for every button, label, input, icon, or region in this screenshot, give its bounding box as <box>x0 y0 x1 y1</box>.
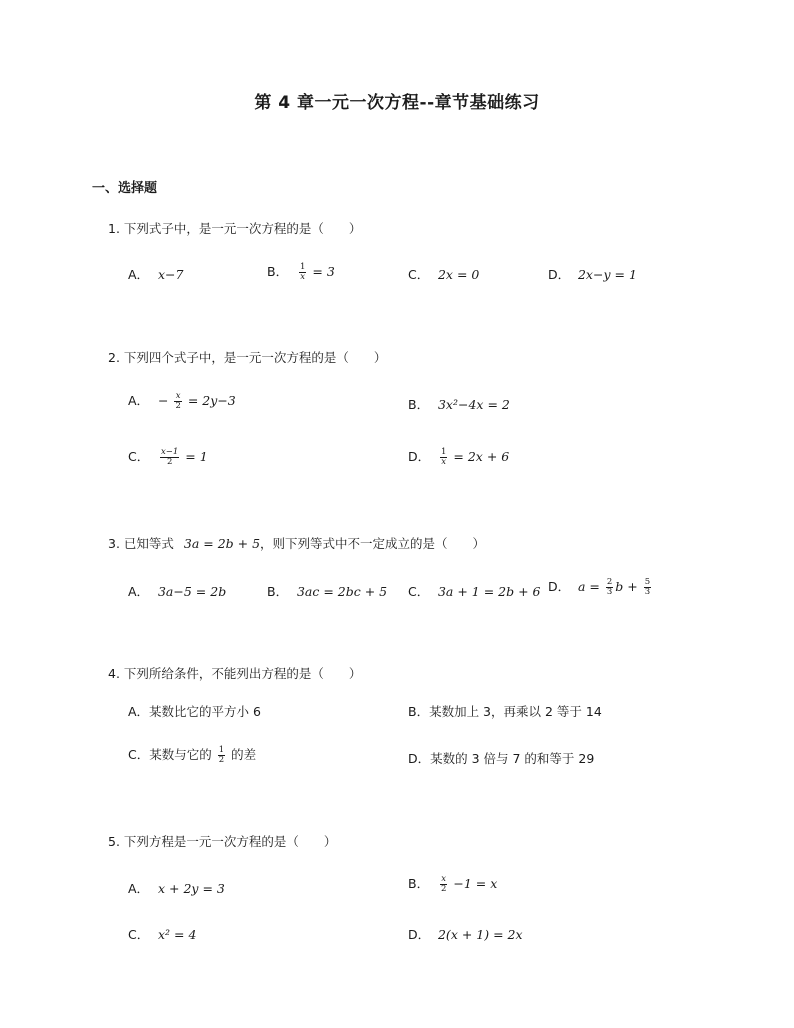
q3-option-a <box>128 582 226 600</box>
option-label: A． <box>128 267 150 282</box>
fraction-denominator: 2 <box>440 884 447 894</box>
fraction-denominator: 3 <box>644 587 651 597</box>
fraction <box>160 448 179 467</box>
option-label: C． <box>128 927 150 942</box>
fraction-denominator: 2 <box>218 755 225 765</box>
stem-math: 3a = 2b + 5 <box>183 536 261 551</box>
fraction-numerator: x <box>441 874 447 884</box>
option-label: C． <box>408 584 430 599</box>
option-math: 2x−y = 1 <box>577 267 637 282</box>
option-label: B． <box>267 584 289 599</box>
option-math: 3a + 1 = 2b + 6 <box>437 584 541 599</box>
option-math: = 1 <box>185 449 208 464</box>
option-math: 3ac = 2bc + 5 <box>296 584 388 599</box>
q4-option-b: B．某数加上 3，再乘以 2 等于 14 <box>408 704 602 719</box>
q2-option-c <box>128 447 208 467</box>
question-5-stem: 5. 下列方程是一元一次方程的是（ ） <box>108 834 337 849</box>
fraction <box>644 578 651 597</box>
fraction-numerator: 1 <box>440 447 447 457</box>
option-math: a = <box>577 579 600 594</box>
option-math: −1 = x <box>453 876 498 891</box>
q4-option-c <box>128 745 256 765</box>
q1-option-c <box>408 265 479 283</box>
fraction <box>299 263 306 282</box>
q2-option-b <box>408 395 510 413</box>
option-label: A． <box>128 584 150 599</box>
section-heading: 一、选择题 <box>92 181 158 196</box>
option-text: 的差 <box>231 747 257 762</box>
q3-option-d <box>548 577 653 597</box>
option-label: D． <box>408 449 431 464</box>
q5-option-a <box>128 879 225 897</box>
q3-option-c <box>408 582 541 600</box>
q4-option-d: D．某数的 3 倍与 7 的和等于 29 <box>408 751 595 766</box>
fraction <box>606 578 613 597</box>
option-label: A． <box>128 393 150 408</box>
option-math: b + <box>615 579 638 594</box>
fraction-numerator: x <box>175 391 181 401</box>
option-label: C． <box>128 449 150 464</box>
option-label: B． <box>267 264 289 279</box>
option-label: C． <box>408 267 430 282</box>
page-title: 第 4 章一元一次方程--章节基础练习 <box>254 93 540 113</box>
fraction-denominator: x <box>300 272 306 282</box>
question-4-stem: 4. 下列所给条件，不能列出方程的是（ ） <box>108 666 362 681</box>
option-math: 2(x + 1) = 2x <box>437 927 523 942</box>
option-math: x + 2y = 3 <box>157 881 225 896</box>
option-math: = 3 <box>312 264 335 279</box>
question-3-stem <box>108 534 485 552</box>
q2-option-d <box>408 447 509 467</box>
q1-option-a <box>128 265 183 283</box>
option-label: D． <box>548 579 571 594</box>
fraction-denominator: x <box>441 457 447 467</box>
q5-option-d <box>408 925 523 943</box>
option-math: x−7 <box>157 267 184 282</box>
fraction-denominator: 3 <box>606 587 613 597</box>
q4-option-a: A．某数比它的平方小 6 <box>128 704 261 719</box>
fraction-numerator: x−1 <box>160 447 179 457</box>
fraction <box>440 875 447 894</box>
option-label: D． <box>408 927 431 942</box>
q3-option-b <box>267 582 387 600</box>
q5-option-b <box>408 874 497 894</box>
fraction <box>218 746 225 765</box>
fraction-numerator: 1 <box>299 262 306 272</box>
option-label: D． <box>548 267 571 282</box>
option-math: = 2x + 6 <box>453 449 510 464</box>
fraction-denominator: 2 <box>166 457 173 467</box>
option-math: 3x²−4x = 2 <box>437 397 510 412</box>
option-math: 3a−5 = 2b <box>157 584 227 599</box>
option-text: C．某数与它的 <box>128 747 212 762</box>
option-math: 2x = 0 <box>437 267 480 282</box>
fraction-numerator: 1 <box>218 745 225 755</box>
option-label: B． <box>408 876 430 891</box>
fraction-numerator: 2 <box>606 577 613 587</box>
question-2-stem: 2. 下列四个式子中，是一元一次方程的是（ ） <box>108 350 387 365</box>
fraction <box>440 448 447 467</box>
option-label: A． <box>128 881 150 896</box>
q5-option-c <box>128 925 196 943</box>
stem-text: ，则下列等式中不一定成立的是（ ） <box>260 536 486 551</box>
option-label: B． <box>408 397 430 412</box>
q1-option-b <box>267 262 335 282</box>
q2-option-a <box>128 391 236 411</box>
fraction <box>174 392 181 411</box>
option-math: x² = 4 <box>157 927 197 942</box>
option-math: − <box>157 393 169 408</box>
option-math: = 2y−3 <box>187 393 236 408</box>
q1-option-d <box>548 265 637 283</box>
question-1-stem: 1. 下列式子中，是一元一次方程的是（ ） <box>108 221 362 236</box>
fraction-denominator: 2 <box>175 401 181 411</box>
fraction-numerator: 5 <box>644 577 651 587</box>
stem-text: 3. 已知等式 <box>108 536 174 551</box>
